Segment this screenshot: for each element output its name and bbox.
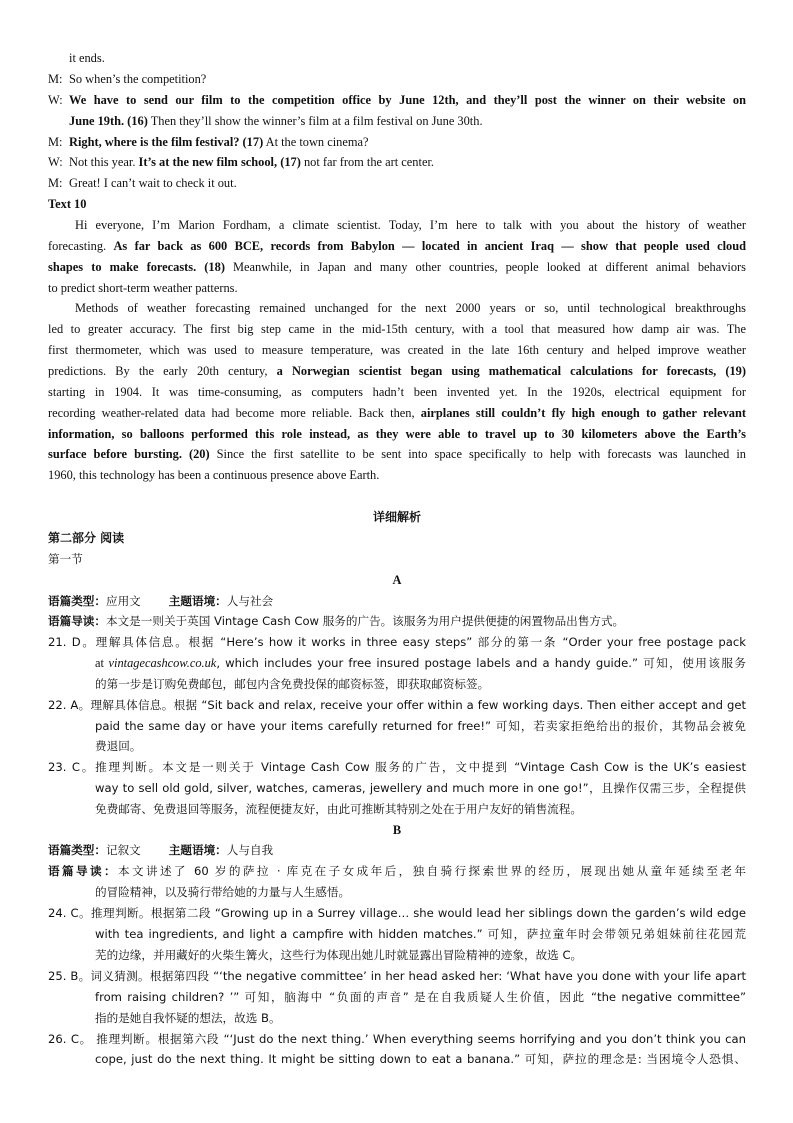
answer-item-line: 免费邮寄、免费退回等服务，流程便捷友好，由此可推断其特别之处在于用户友好的销售流程。 <box>95 802 582 816</box>
dialogue-text: Not this year. <box>69 155 139 169</box>
paragraph-line: 1960, this technology has been a continuous presence above Earth. <box>48 468 380 482</box>
dialogue-line <box>48 132 746 153</box>
paragraph-line: led to greater accuracy. The first big step came in the mid-15th century, with a tool that measured how damp air was. The <box>48 322 746 336</box>
answer-item: 21. D。理解具体信息。根据 “Here’s how it works in three easy steps” 部分的第一条 “Order your free postage pack <box>48 635 746 649</box>
paragraph-line: starting in 1904. It was time-consuming, as computers hadn’t been invented yet. In the 1920s, electrical equipment for <box>48 385 746 399</box>
dialogue-line <box>48 111 767 132</box>
answer-item-line: from raising children? ’” 可知，脑海中 “负面的声音” 是在自我质疑人生价值，因此 “the negative committee” <box>95 990 746 1004</box>
text10-heading: Text 10 <box>48 197 87 211</box>
dialogue-bold-text: We have to send our film to the competition office by June 12th, and they’ll post the winner on their website on <box>69 93 746 107</box>
dialogue-line <box>48 173 746 194</box>
answer-item: 23. C。推理判断。本文是一则关于 Vintage Cash Cow 服务的广告，文中提到 “Vintage Cash Cow is the UK’s easiest <box>48 760 747 774</box>
dialogue-text: not far from the art center. <box>300 155 434 169</box>
paragraph-line: surface before bursting. (20) Since the first satellite to be sent into space specifically to help with forecasts was launched in <box>48 447 746 461</box>
dialogue-bold-text: June 19th. (16) <box>69 114 148 128</box>
dialogue-line <box>48 90 746 111</box>
answer-item-line: at vintagecashcow.co.uk, which includes your free insured postage labels and a handy guide.” 可知，使用该服务 <box>95 656 746 670</box>
analysis-title: 详细解析 <box>372 510 421 524</box>
speaker-label: W: <box>48 93 63 107</box>
answer-item: 25. B。词义猜测。根据第四段 “‘the negative committee’ in her head asked her: ‘What have you done with your life apart <box>48 969 747 983</box>
answer-item-line: 的第一步是订购免费邮包，邮包内含免费投保的邮资标签，即获取邮资标签。 <box>95 677 490 691</box>
passage-meta: 语篇类型：记叙文 主题语境：人与自我 <box>48 843 274 857</box>
answer-item-line: way to sell old gold, silver, watches, cameras, jewellery and much more in one go!”，且操作仅需三步，全程提供 <box>95 781 746 795</box>
passage-letter-a: A <box>392 573 402 587</box>
dialogue-line <box>48 69 746 90</box>
transcript-continuation: it ends. <box>69 51 105 65</box>
passage-guide: 语篇导读：本文讲述了 60 岁的萨拉 · 库克在子女成年后，独自骑行探索世界的经历，展现出她从童年延续至老年 <box>48 864 746 878</box>
paragraph-line: to predict short-term weather patterns. <box>48 281 238 295</box>
answer-item-line: paid the same day or have your items carefully returned for free!” 可知，若卖家拒绝给出的报价，其物品会被免 <box>95 719 746 733</box>
answer-item: 22. A。理解具体信息。根据 “Sit back and relax, receive your offer within a few working days. Then either accept and get <box>48 698 746 712</box>
section-heading: 第一节 <box>48 552 83 566</box>
answer-item-line: with tea ingredients, and light a campfire with hidden matches.” 可知，萨拉童年时会带领兄弟姐妹前往花园荒 <box>95 927 746 941</box>
dialogue-text: Great! I can’t wait to check it out. <box>69 176 237 190</box>
answer-item: 26. C。 推理判断。根据第六段 “‘Just do the next thing.’ When everything seems horrifying and you don’t think you can <box>48 1032 747 1046</box>
paragraph-line: predictions. By the early 20th century, a Norwegian scientist began using mathematical calculations for forecasts, (19) <box>48 364 746 378</box>
paragraph-line: information, so balloons performed this role instead, as they were able to travel up to 30 kilometers above the Earth’s <box>48 427 746 441</box>
dialogue-text: So when’s the competition? <box>69 72 207 86</box>
passage-letter-b: B <box>392 823 402 837</box>
dialogue-bold-text: It’s at the new film school, (17) <box>138 155 301 169</box>
dialogue-line <box>48 152 746 173</box>
speaker-label: M: <box>48 72 63 86</box>
paragraph-line: first thermometer, which was used to measure temperature, was created in the late 16th century and helped improve weather <box>48 343 746 357</box>
answer-item-line: 指的是她自我怀疑的想法，故选 B。 <box>95 1011 281 1025</box>
passage-guide: 语篇导读：本文是一则关于英国 Vintage Cash Cow 服务的广告。该服务为用户提供便捷的闲置物品出售方式。 <box>48 614 625 628</box>
passage-guide-line: 的冒险精神，以及骑行带给她的力量与人生感悟。 <box>95 885 351 899</box>
answer-item: 24. C。推理判断。根据第二段 “Growing up in a Surrey village… she would lead her siblings down the garden’s wild edge <box>48 906 746 920</box>
paragraph-line: shapes to make forecasts. (18) Meanwhile, in Japan and many other countries, people looked at different animal behaviors <box>48 260 746 274</box>
answer-item-line: 费退回。 <box>95 739 142 753</box>
speaker-label: W: <box>48 155 63 169</box>
speaker-label: M: <box>48 176 63 190</box>
paragraph-line: recording weather-related data had become more reliable. Back then, airplanes still couldn’t fly high enough to gather relevant <box>48 406 746 420</box>
part-heading: 第二部分 阅读 <box>48 531 125 545</box>
speaker-label: M: <box>48 135 63 149</box>
passage-meta: 语篇类型：应用文 主题语境：人与社会 <box>48 594 274 608</box>
answer-item-line: cope, just do the next thing. It might be sitting down to eat a banana.” 可知，萨拉的理念是: 当困境令人恐惧、 <box>95 1052 746 1066</box>
paragraph-line: Methods of weather forecasting remained unchanged for the next 2000 years or so, until technological breakthroughs <box>75 301 746 315</box>
paragraph-line: forecasting. As far back as 600 BCE, records from Babylon — located in ancient Iraq — show that people used cloud <box>48 239 747 253</box>
dialogue-text: At the town cinema? <box>263 135 369 149</box>
dialogue-text: Then they’ll show the winner’s film at a film festival on June 30th. <box>147 114 483 128</box>
answer-item-line: 芜的边缘，并用藏好的火柴生篝火，这些行为体现出她儿时就显露出冒险精神的迹象，故选 C。 <box>95 948 583 962</box>
dialogue-bold-text: Right, where is the film festival? (17) <box>69 135 264 149</box>
paragraph-line: Hi everyone, I’m Marion Fordham, a climate scientist. Today, I’m here to talk with you about the history of weather <box>75 218 746 232</box>
